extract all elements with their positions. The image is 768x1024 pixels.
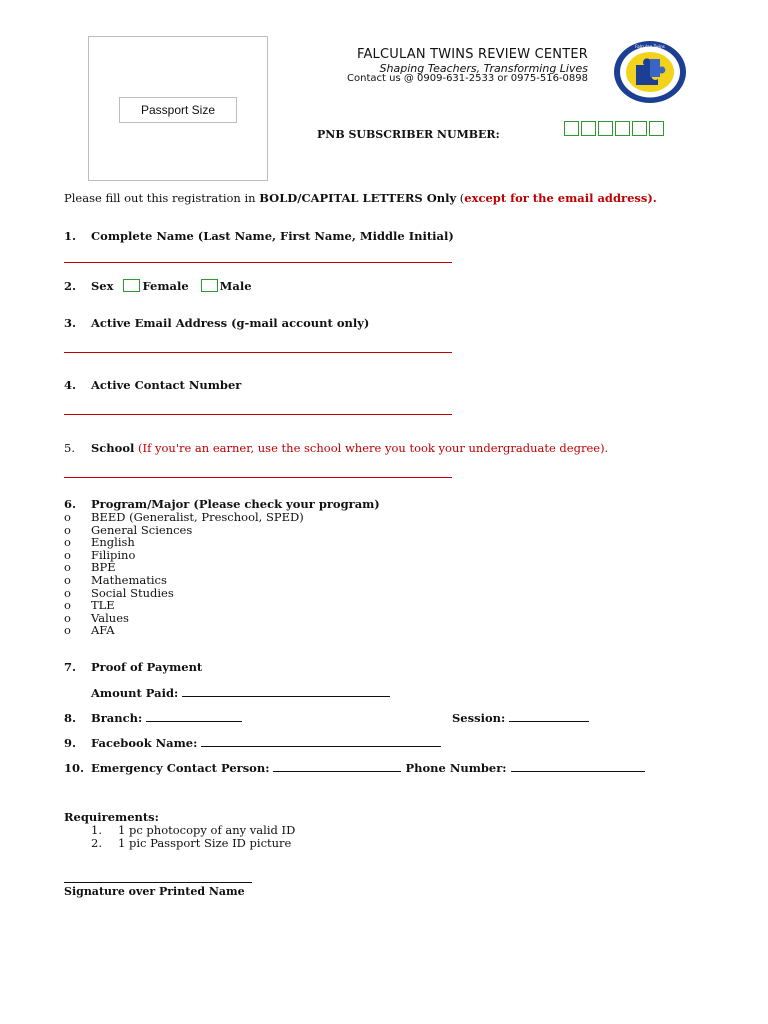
option-label: General Sciences [91,522,193,537]
email-line[interactable] [64,352,452,353]
item-proof-of-payment [64,661,202,674]
option-label: BEED (Generalist, Preschool, SPED) [91,510,304,524]
option-bullet[interactable]: o [64,610,71,625]
option-label: Values [91,610,129,625]
item-label: Sex [91,279,114,293]
instructions [64,192,674,205]
option-label: Social Studies [91,585,174,600]
requirement-text: 1 pc photocopy of any valid ID [118,823,296,837]
signature-label: Signature over Printed Name [64,885,245,898]
item-label: Proof of Payment [91,660,203,674]
option-bullet[interactable]: o [64,522,71,537]
instructions-red-note: except for the email address). [464,191,657,205]
school-note: (If you're an earner, use the school where you took your undergraduate degree). [138,441,609,455]
instructions-prefix: Please fill out this registration in [64,191,260,205]
requirement-item [91,837,295,850]
male-label: Male [219,279,252,293]
session-field[interactable] [509,711,589,722]
item-label: School [91,441,135,455]
org-contact: Contact us @ 0909-631-2533 or 0975-516-0898 [347,73,588,84]
male-checkbox[interactable] [201,279,218,292]
amount-paid-row [91,686,390,700]
option-label: Mathematics [91,572,167,587]
pnb-digit-box[interactable] [615,121,630,136]
item-school [64,442,704,455]
item-email [64,317,369,330]
item-number: 10. [64,761,85,775]
option-bullet[interactable]: o [64,547,71,562]
pnb-subscriber-boxes[interactable] [564,121,666,136]
item-number: 5. [64,441,75,455]
signature-line[interactable] [64,882,252,883]
facebook-field[interactable] [201,736,441,747]
item-facebook [64,736,441,750]
org-tagline: Shaping Teachers, Transforming Lives [379,62,588,75]
option-bullet[interactable]: o [64,535,71,550]
pnb-digit-box[interactable] [649,121,664,136]
program-option[interactable] [64,624,304,637]
requirements-list [91,824,295,850]
program-options-list [64,511,304,637]
option-bullet[interactable]: o [64,572,71,587]
branch-field[interactable] [146,711,242,722]
pnb-subscriber-label: PNB SUBSCRIBER NUMBER: [317,128,500,141]
org-name: FALCULAN TWINS REVIEW CENTER [356,47,588,62]
option-bullet[interactable]: o [64,598,71,613]
pnb-digit-box[interactable] [598,121,613,136]
phone-number-label: Phone Number: [405,761,507,775]
instructions-bold: BOLD/CAPITAL LETTERS Only [259,191,457,205]
option-bullet[interactable]: o [64,623,71,638]
session-row [452,711,589,725]
item-sex [64,279,252,293]
item-number: 7. [64,660,77,674]
item-number: 4. [64,378,77,392]
emergency-field[interactable] [273,761,401,772]
item-label: Active Contact Number [91,378,242,392]
school-line[interactable] [64,477,452,478]
amount-paid-field[interactable] [182,686,390,697]
item-label: Complete Name (Last Name, First Name, Middle Initial) [91,229,454,243]
item-number: 8. [64,711,77,725]
item-number: 1. [64,229,77,243]
pnb-digit-box[interactable] [581,121,596,136]
option-label: English [91,535,135,550]
item-complete-name [64,230,454,243]
item-branch [64,711,242,725]
option-label: AFA [91,623,115,638]
facebook-label: Facebook Name: [91,736,198,750]
item-label: Active Email Address (g-mail account only) [91,316,370,330]
item-number: 3. [64,316,77,330]
item-number: 2. [64,279,77,293]
option-label: Filipino [91,547,136,562]
contact-number-line[interactable] [64,414,452,415]
female-label: Female [142,279,189,293]
puzzle-logo-icon [612,39,688,105]
instructions-paren: ( [456,191,465,205]
item-number: 6. [64,497,77,511]
option-bullet[interactable]: o [64,560,71,575]
phone-number-field[interactable] [511,761,645,772]
pnb-digit-box[interactable] [632,121,647,136]
emergency-label: Emergency Contact Person: [91,761,270,775]
pnb-digit-box[interactable] [564,121,579,136]
requirements-title: Requirements: [64,810,159,824]
requirement-number: 1. [91,823,102,837]
complete-name-line[interactable] [64,262,452,263]
item-number: 9. [64,736,77,750]
branch-label: Branch: [91,711,143,725]
requirement-number: 2. [91,836,102,850]
amount-paid-label: Amount Paid: [91,686,179,700]
female-checkbox[interactable] [123,279,140,292]
session-label: Session: [452,711,506,725]
option-label: TLE [91,598,115,613]
logo-text: Falculan Twins [635,44,665,49]
item-label: Program/Major (Please check your program) [91,497,380,511]
option-bullet[interactable]: o [64,585,71,600]
item-emergency [64,761,704,775]
passport-size-label: Passport Size [119,97,237,123]
option-label: BPE [91,560,116,575]
requirement-text: 1 pic Passport Size ID picture [118,836,292,850]
item-contact-number [64,379,241,392]
option-bullet[interactable]: o [64,510,71,524]
